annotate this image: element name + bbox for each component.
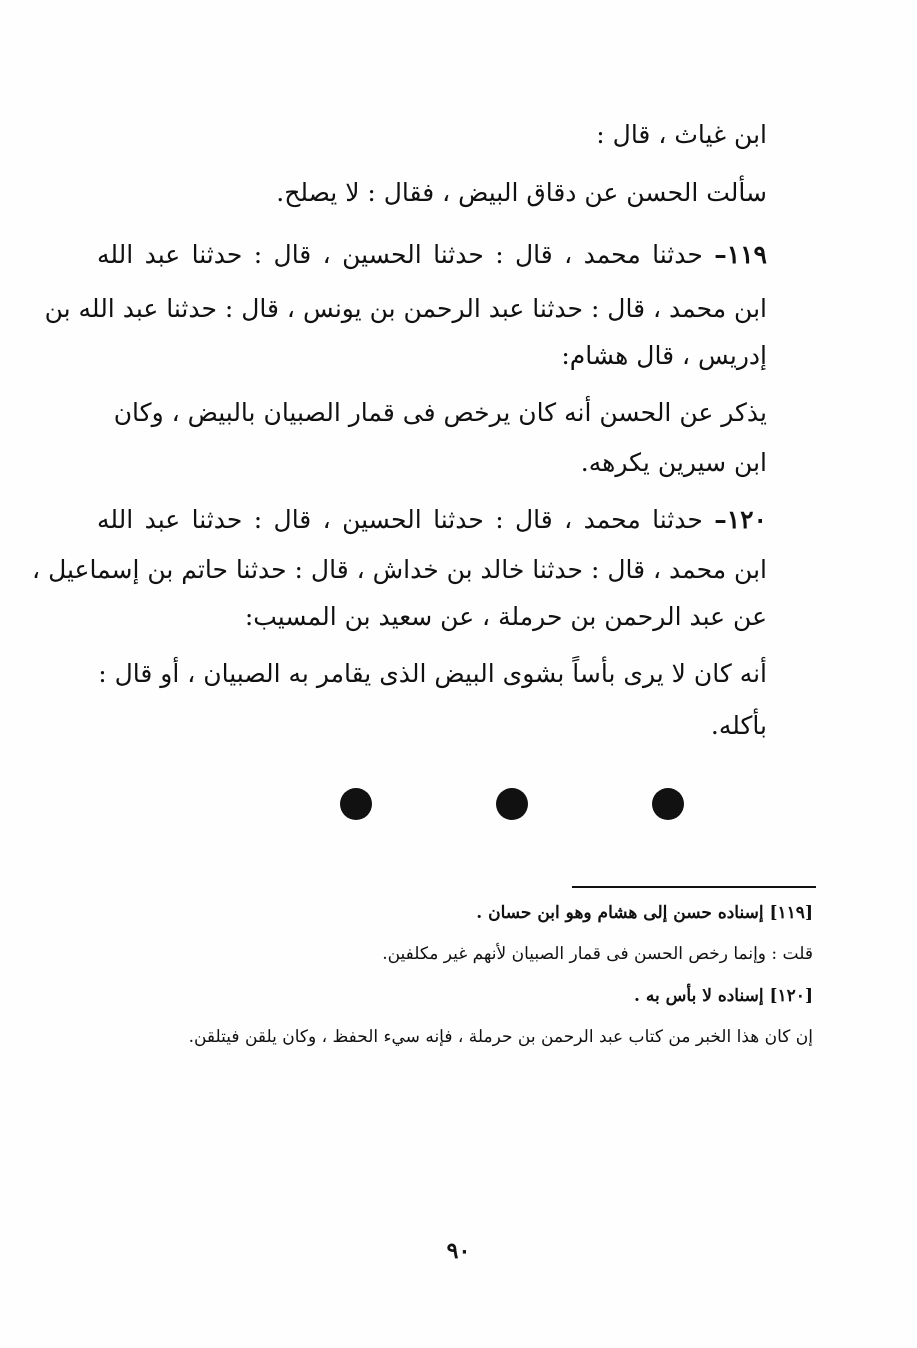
isnad-text: حدثنا محمد ، قال : حدثنا الحسين ، قال : حدثنا عبد الله <box>97 505 715 534</box>
isnad-text: حدثنا محمد ، قال : حدثنا الحسين ، قال : حدثنا عبد الله <box>97 240 715 269</box>
footnote-text: قلت : وإنما رخص الحسن فى قمار الصبيان لأنهم غير مكلفين. <box>382 944 813 964</box>
ornament-dot <box>496 788 528 820</box>
text-line: ابن سيرين يكرهه. <box>580 448 767 477</box>
hadith-number: ١٢٠– <box>714 505 767 534</box>
text-line: إدريس ، قال هشام: <box>561 341 767 370</box>
ornament-dot <box>340 788 372 820</box>
footnote-120: [١٢٠] إسناده لا بأس به . <box>634 986 813 1006</box>
section-divider-ornament <box>340 788 684 822</box>
page-number: ٩٠ <box>446 1238 471 1264</box>
footnote-separator <box>572 886 816 888</box>
hadith-119-line-1 <box>97 235 767 275</box>
text-line: ابن محمد ، قال : حدثنا خالد بن خداش ، قال : حدثنا حاتم بن إسماعيل ، <box>32 555 767 584</box>
text-line: ابن محمد ، قال : حدثنا عبد الرحمن بن يونس ، قال : حدثنا عبد الله بن <box>44 294 767 323</box>
text-line: بأكله. <box>710 711 767 740</box>
text-line: سألت الحسن عن دقاق البيض ، فقال : لا يصلح. <box>276 178 767 207</box>
text-line: يذكر عن الحسن أنه كان يرخص فى قمار الصبيان بالبيض ، وكان <box>113 398 767 427</box>
ornament-dot <box>652 788 684 820</box>
footnote-text: إن كان هذا الخبر من كتاب عبد الرحمن بن حرملة ، فإنه سيء الحفظ ، وكان يلقن فيتلقن. <box>188 1027 813 1047</box>
hadith-number: ١١٩– <box>714 240 767 269</box>
text-line: أنه كان لا يرى بأساً بشوى البيض الذى يقامر به الصبيان ، أو قال : <box>98 659 767 688</box>
hadith-120-line-1 <box>97 500 767 540</box>
text-line: ابن غياث ، قال : <box>596 120 767 149</box>
text-line: عن عبد الرحمن بن حرملة ، عن سعيد بن المسيب: <box>244 602 767 631</box>
footnote-119: [١١٩] إسناده حسن إلى هشام وهو ابن حسان . <box>476 903 813 923</box>
